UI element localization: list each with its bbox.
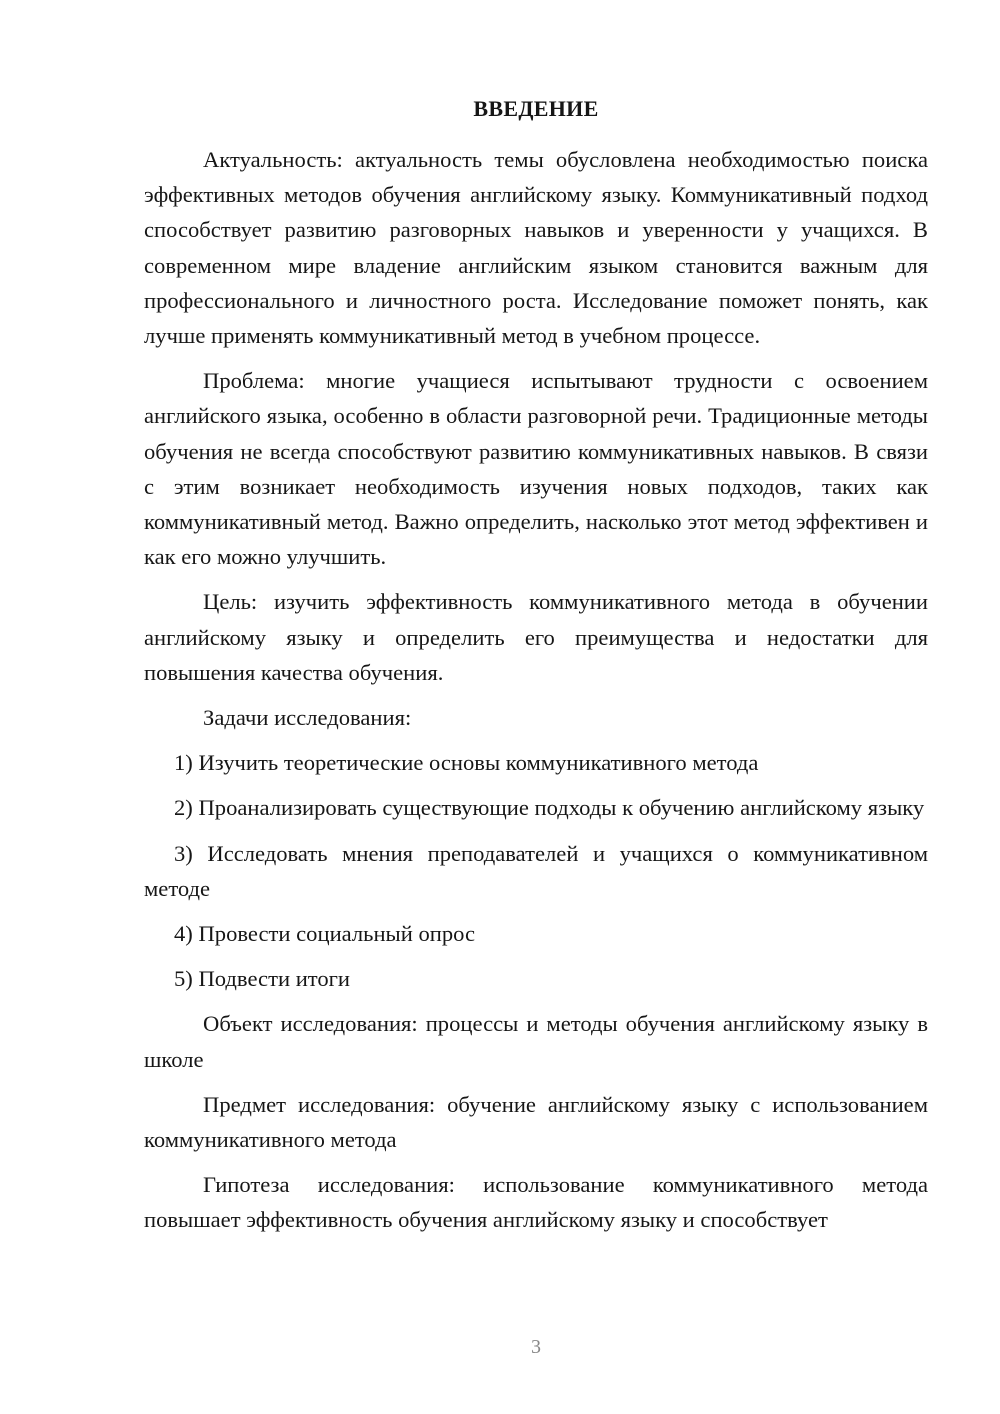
task-item-1: 1) Изучить теоретические основы коммуникативного метода [174,750,759,776]
paragraph-relevance: Актуальность: актуальность темы обусловлена необходимостью поиска эффективных методов обучения английскому языку. Коммуникативный подход способствует развитию разговорных навыков и уверенности у учащихся. В современном мире владение английским языком становится важным для профессионального и личностного роста. Исследование поможет понять, как лучше применять коммуникативный метод в учебном процессе. [144,147,928,349]
page-number: 3 [531,1336,541,1358]
paragraph-object: Объект исследования: процессы и методы обучения английскому языку в школе [144,1011,928,1072]
task-item-3: 3) Исследовать мнения преподавателей и учащихся о коммуникативном методе [144,840,928,901]
paragraph-tasks-heading: Задачи исследования: [203,705,412,731]
paragraph-goal: Цель: изучить эффективность коммуникативного метода в обучении английскому языку и определить его преимущества и недостатки для повышения качества обучения. [144,589,928,685]
paragraph-subject: Предмет исследования: обучение английскому языку с использованием коммуникативного метода [144,1091,928,1153]
task-item-2: 2) Проанализировать существующие подходы к обучению английскому языку [174,795,925,821]
task-item-5: 5) Подвести итоги [174,966,351,992]
paragraph-hypothesis: Гипотеза исследования: использование коммуникативного метода повышает эффективность обучения английскому языку и способствует [144,1172,928,1233]
document-body [144,142,928,1248]
paragraph-problem: Проблема: многие учащиеся испытывают трудности с освоением английского языка, особенно в области разговорной речи. Традиционные методы обучения не всегда способствуют развитию коммуникативных навыков. В связи с этим возникает необходимость изучения новых подходов, таких как коммуникативный метод. Важно определить, насколько этот метод эффективен и как его можно улучшить. [144,368,928,570]
page-title: ВВЕДЕНИЕ [473,96,599,121]
task-item-4: 4) Провести социальный опрос [174,921,476,947]
